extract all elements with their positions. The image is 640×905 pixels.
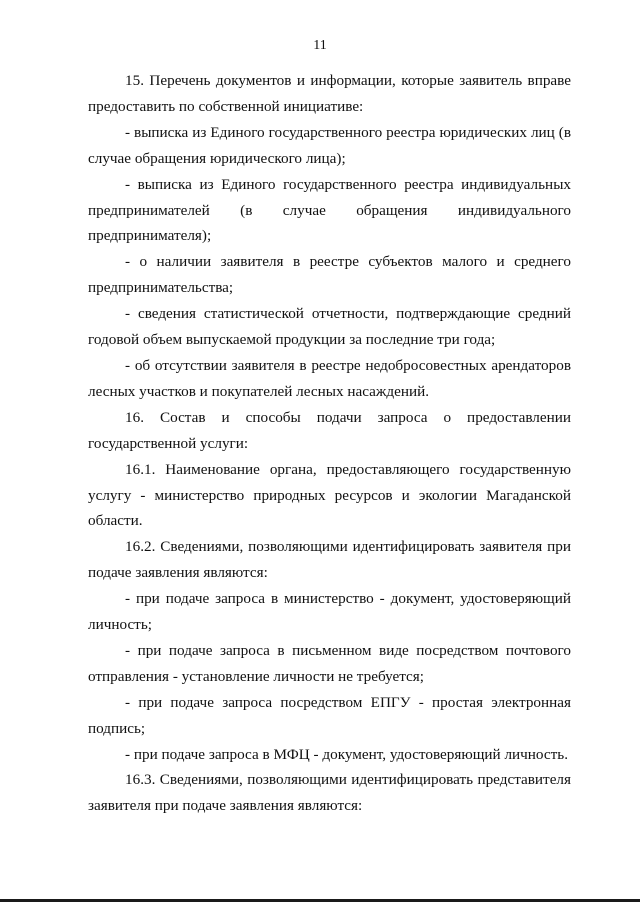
- paragraph-item-15: 15. Перечень документов и информации, которые заявитель вправе предоставить по собственной инициативе:: [88, 72, 571, 115]
- list-item-epgu-submission: - при подаче запроса посредством ЕПГУ - простая электронная подпись;: [88, 693, 571, 737]
- list-item-entrepreneur-extract: - выписка из Единого государственного реестра индивидуальных предпринимателей (в случае обращения индивидуального предпринимателя);: [88, 175, 571, 245]
- list-item-ministry-submission: - при подаче запроса в министерство - документ, удостоверяющий личность;: [88, 590, 571, 634]
- paragraph-item-16-3: 16.3. Сведениями, позволяющими идентифицировать представителя заявителя при подаче заявления являются:: [88, 771, 571, 815]
- list-item-unscrupulous-registry: - об отсутствии заявителя в реестре недобросовестных арендаторов лесных участков и покупателей лесных насаждений.: [88, 356, 571, 400]
- paragraph-item-16: 16. Состав и способы подачи запроса о предоставлении государственной услуги:: [88, 408, 571, 452]
- page-number: 11: [313, 38, 327, 53]
- list-item-small-business-registry: - о наличии заявителя в реестре субъектов малого и среднего предпринимательства;: [88, 253, 571, 297]
- list-item-statistical-reporting: - сведения статистической отчетности, подтверждающие средний годовой объем выпускаемой продукции за последние три года;: [88, 305, 571, 349]
- paragraph-item-16-1: 16.1. Наименование органа, предоставляющего государственную услугу - министерство природных ресурсов и экологии Магаданской области.: [88, 460, 571, 530]
- list-item-legal-entity-extract: - выписка из Единого государственного реестра юридических лиц (в случае обращения юридического лица);: [88, 123, 571, 167]
- list-item-postal-submission: - при подаче запроса в письменном виде посредством почтового отправления - установление личности не требуется;: [88, 641, 571, 685]
- page-bottom-edge: [0, 899, 640, 902]
- paragraph-item-16-2: 16.2. Сведениями, позволяющими идентифицировать заявителя при подаче заявления являются:: [88, 538, 571, 582]
- list-item-mfc-submission: - при подаче запроса в МФЦ - документ, удостоверяющий личность.: [125, 745, 569, 763]
- document-body: [88, 68, 571, 819]
